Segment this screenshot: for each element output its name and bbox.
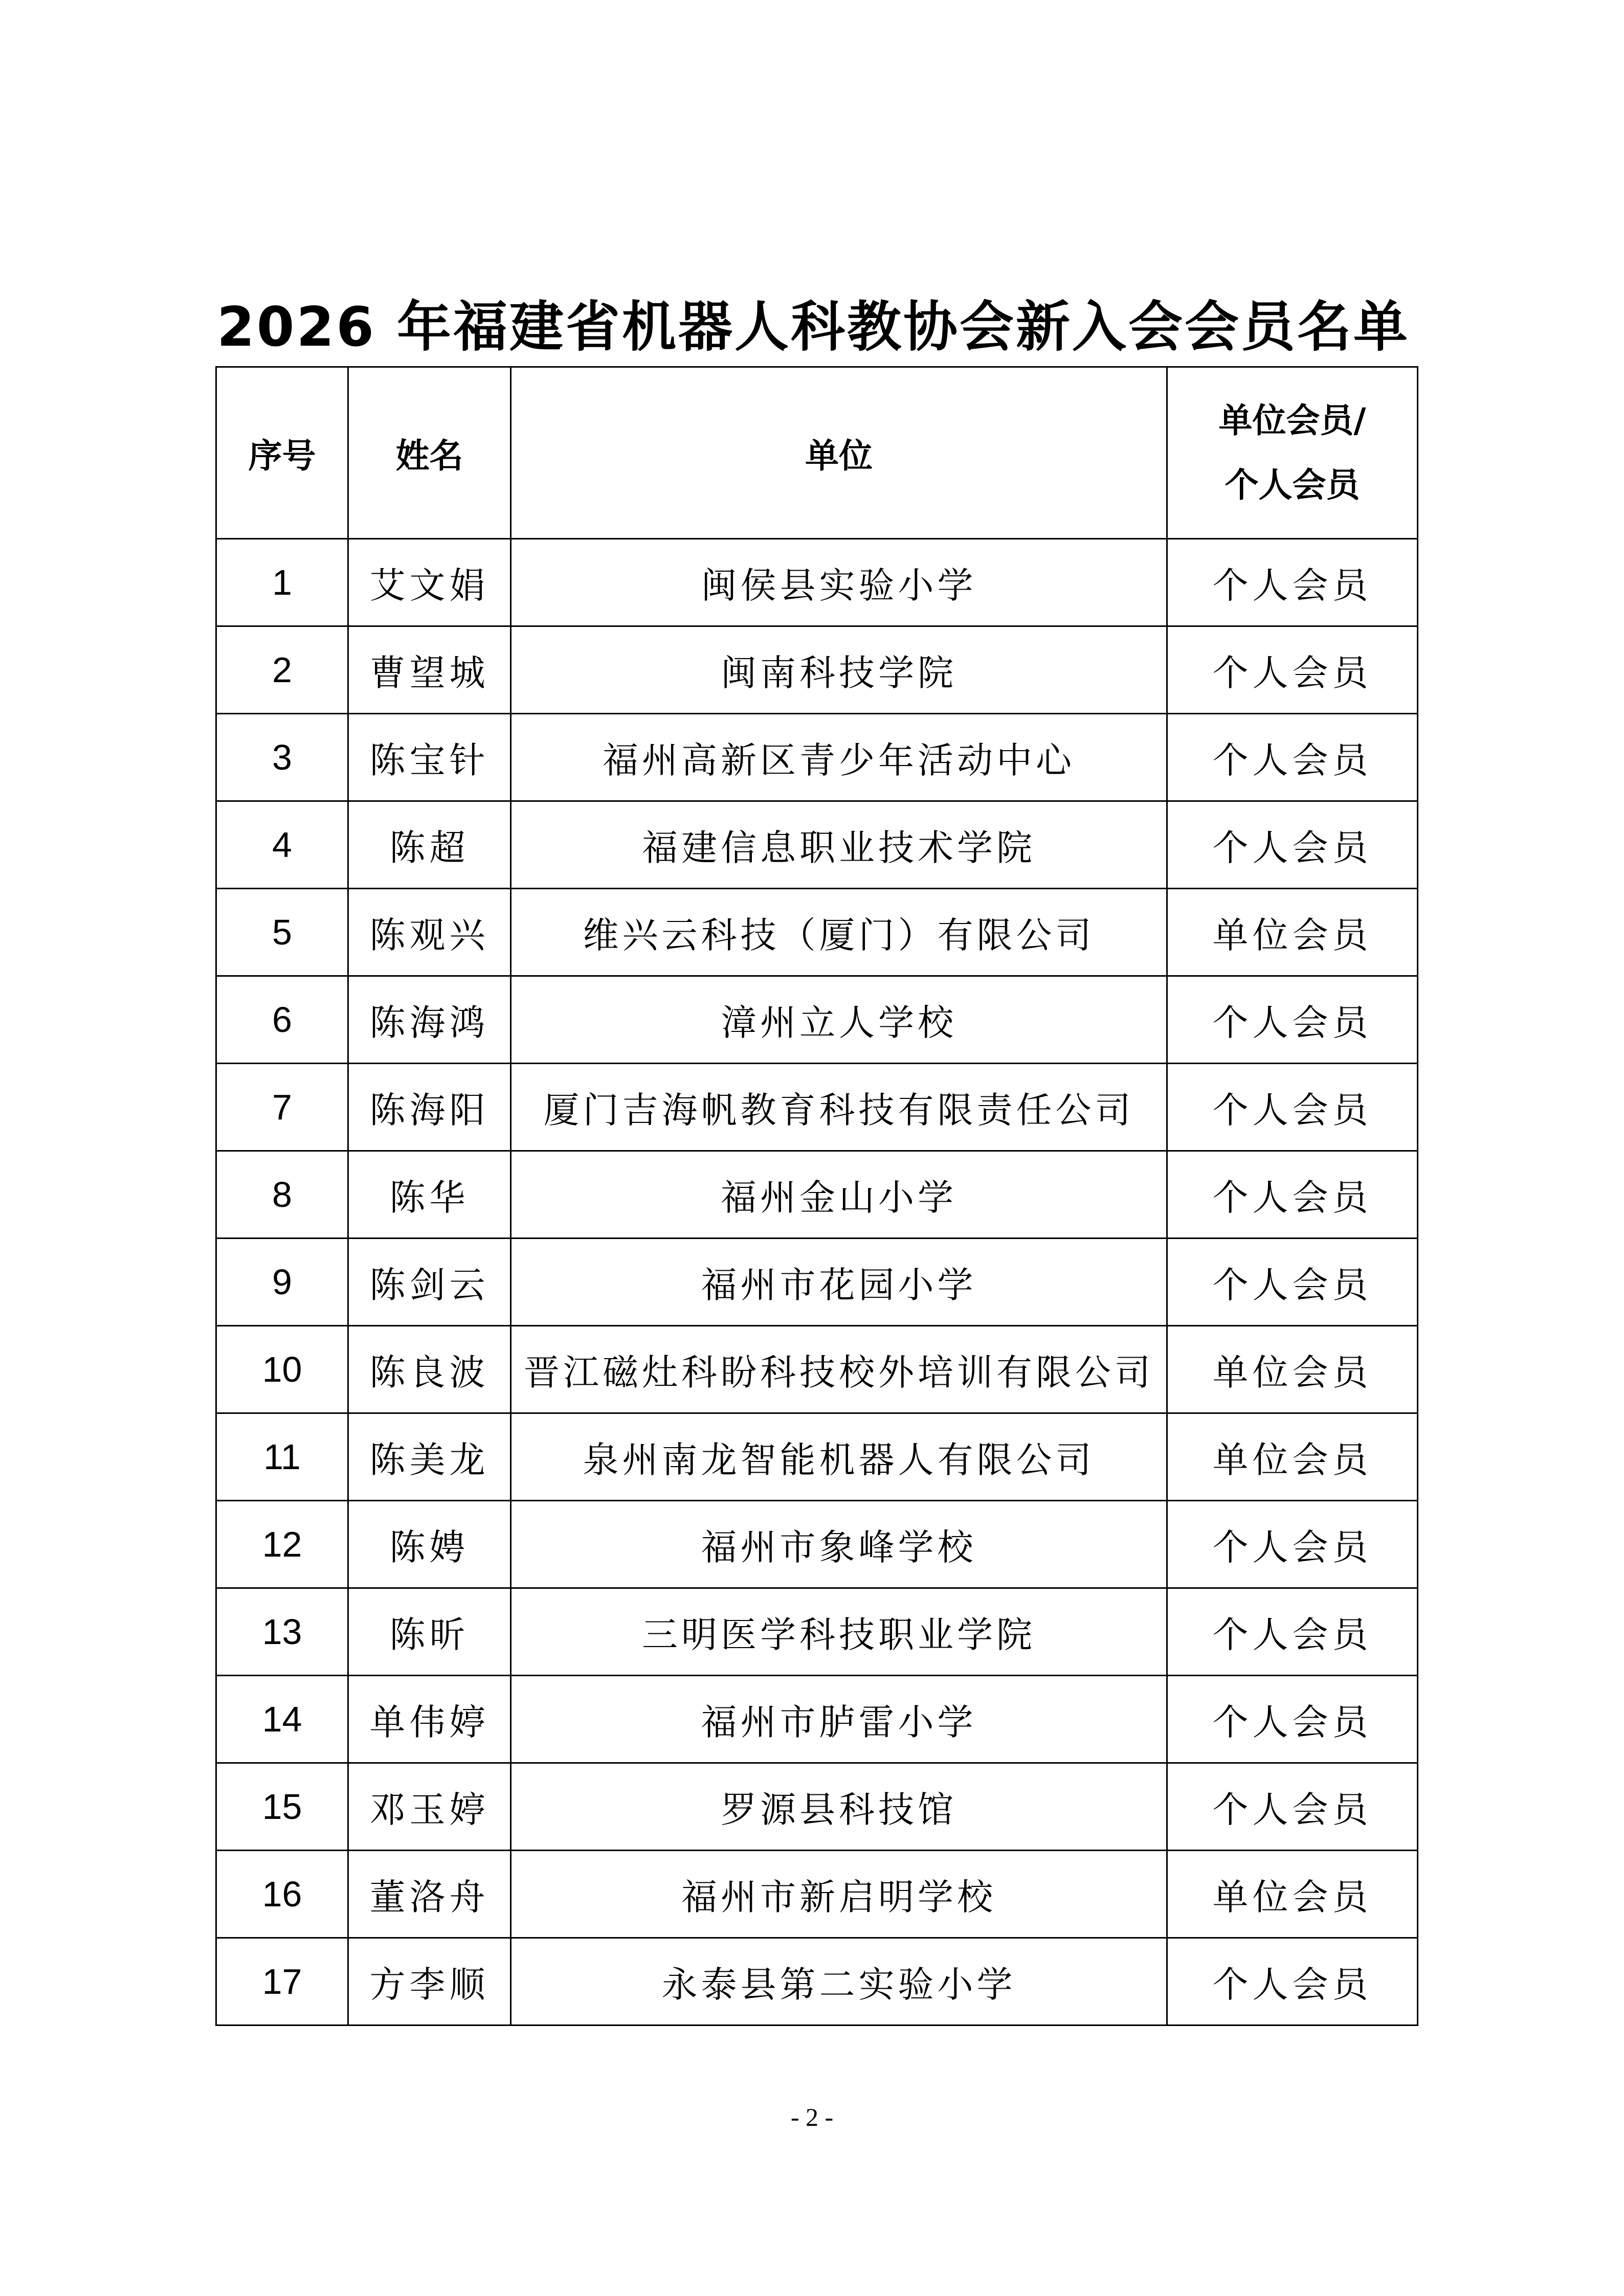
- cell-member-type: 单位会员: [1167, 1413, 1418, 1501]
- cell-no: 2: [216, 626, 348, 714]
- cell-name: 陈娉: [348, 1501, 511, 1588]
- cell-no: 13: [216, 1588, 348, 1676]
- table-row: [216, 1676, 1418, 1763]
- cell-name: 陈华: [348, 1151, 511, 1239]
- cell-unit: 厦门吉海帆教育科技有限责任公司: [511, 1064, 1167, 1151]
- table-row: [216, 1501, 1418, 1588]
- header-member-type-line1: 单位会员/: [1218, 400, 1366, 440]
- cell-name: 陈海阳: [348, 1064, 511, 1151]
- cell-name: 艾文娟: [348, 539, 511, 626]
- table-row: [216, 1151, 1418, 1239]
- cell-name: 陈观兴: [348, 889, 511, 976]
- cell-name: 陈昕: [348, 1588, 511, 1676]
- cell-no: 9: [216, 1239, 348, 1326]
- cell-member-type: 单位会员: [1167, 1851, 1418, 1938]
- cell-name: 陈美龙: [348, 1413, 511, 1501]
- header-unit: 单位: [511, 367, 1167, 539]
- document-title: 2026 年福建省机器人科教协会新入会会员名单: [217, 296, 1410, 358]
- cell-unit: 闽南科技学院: [511, 626, 1167, 714]
- table-row: [216, 801, 1418, 889]
- cell-name: 董洛舟: [348, 1851, 511, 1938]
- cell-member-type: 个人会员: [1167, 539, 1418, 626]
- table-header-row: [216, 367, 1418, 539]
- table-row: [216, 626, 1418, 714]
- cell-unit: 维兴云科技（厦门）有限公司: [511, 889, 1167, 976]
- cell-member-type: 个人会员: [1167, 801, 1418, 889]
- cell-member-type: 个人会员: [1167, 1676, 1418, 1763]
- cell-no: 11: [216, 1413, 348, 1501]
- table-row: [216, 976, 1418, 1064]
- cell-no: 14: [216, 1676, 348, 1763]
- header-member-type-line2: 个人会员: [1225, 465, 1360, 505]
- cell-no: 5: [216, 889, 348, 976]
- cell-name: 陈良波: [348, 1326, 511, 1413]
- cell-name: 曹望城: [348, 626, 511, 714]
- table-row: [216, 1851, 1418, 1938]
- cell-unit: 福州市胪雷小学: [511, 1676, 1167, 1763]
- cell-unit: 闽侯县实验小学: [511, 539, 1167, 626]
- cell-member-type: 个人会员: [1167, 1588, 1418, 1676]
- cell-member-type: 个人会员: [1167, 1064, 1418, 1151]
- cell-name: 陈剑云: [348, 1239, 511, 1326]
- cell-no: 15: [216, 1763, 348, 1851]
- cell-member-type: 个人会员: [1167, 1239, 1418, 1326]
- cell-unit: 永泰县第二实验小学: [511, 1938, 1167, 2025]
- cell-no: 3: [216, 714, 348, 801]
- table-row: [216, 539, 1418, 626]
- cell-unit: 福州金山小学: [511, 1151, 1167, 1239]
- table-row: [216, 1239, 1418, 1326]
- table-row: [216, 1588, 1418, 1676]
- table-row: [216, 1413, 1418, 1501]
- cell-unit: 福州市新启明学校: [511, 1851, 1167, 1938]
- cell-no: 12: [216, 1501, 348, 1588]
- cell-unit: 福建信息职业技术学院: [511, 801, 1167, 889]
- cell-member-type: 单位会员: [1167, 889, 1418, 976]
- table-row: [216, 889, 1418, 976]
- header-name: 姓名: [348, 367, 511, 539]
- cell-no: 8: [216, 1151, 348, 1239]
- cell-member-type: 个人会员: [1167, 1501, 1418, 1588]
- cell-unit: 漳州立人学校: [511, 976, 1167, 1064]
- cell-unit: 福州高新区青少年活动中心: [511, 714, 1167, 801]
- cell-no: 16: [216, 1851, 348, 1938]
- cell-member-type: 个人会员: [1167, 1938, 1418, 2025]
- table-row: [216, 714, 1418, 801]
- cell-name: 单伟婷: [348, 1676, 511, 1763]
- cell-name: 陈海鸿: [348, 976, 511, 1064]
- cell-unit: 三明医学科技职业学院: [511, 1588, 1167, 1676]
- table-row: [216, 1064, 1418, 1151]
- cell-member-type: 个人会员: [1167, 626, 1418, 714]
- table-row: [216, 1938, 1418, 2025]
- cell-no: 17: [216, 1938, 348, 2025]
- table-row: [216, 1326, 1418, 1413]
- page-number: - 2 -: [790, 2103, 834, 2131]
- cell-unit: 福州市象峰学校: [511, 1501, 1167, 1588]
- cell-unit: 泉州南龙智能机器人有限公司: [511, 1413, 1167, 1501]
- cell-name: 方李顺: [348, 1938, 511, 2025]
- cell-member-type: 个人会员: [1167, 1763, 1418, 1851]
- cell-member-type: 个人会员: [1167, 714, 1418, 801]
- cell-member-type: 单位会员: [1167, 1326, 1418, 1413]
- cell-no: 10: [216, 1326, 348, 1413]
- cell-name: 邓玉婷: [348, 1763, 511, 1851]
- header-no: 序号: [216, 367, 348, 539]
- cell-no: 1: [216, 539, 348, 626]
- cell-name: 陈宝针: [348, 714, 511, 801]
- cell-member-type: 个人会员: [1167, 976, 1418, 1064]
- table-row: [216, 1763, 1418, 1851]
- cell-unit: 罗源县科技馆: [511, 1763, 1167, 1851]
- cell-member-type: 个人会员: [1167, 1151, 1418, 1239]
- cell-unit: 晋江磁灶科盼科技校外培训有限公司: [511, 1326, 1167, 1413]
- cell-no: 7: [216, 1064, 348, 1151]
- header-member-type: [1167, 367, 1418, 539]
- cell-name: 陈超: [348, 801, 511, 889]
- cell-unit: 福州市花园小学: [511, 1239, 1167, 1326]
- cell-no: 6: [216, 976, 348, 1064]
- cell-no: 4: [216, 801, 348, 889]
- member-table: [215, 366, 1418, 2026]
